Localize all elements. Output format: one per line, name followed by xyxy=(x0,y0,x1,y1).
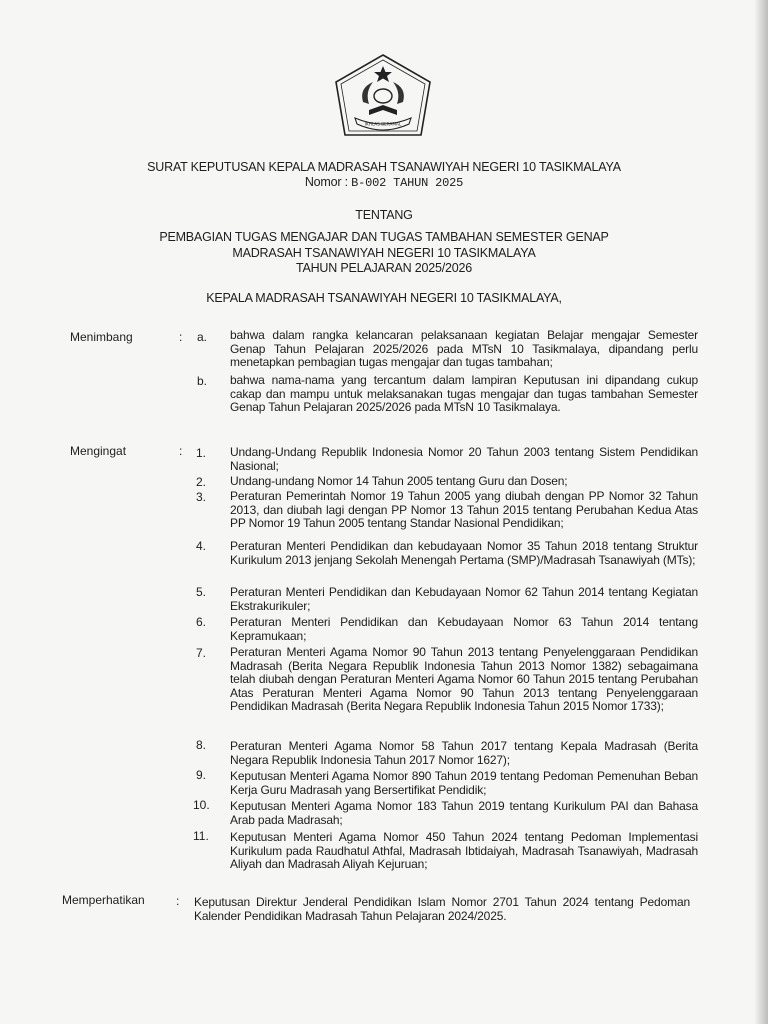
page-edge-shadow xyxy=(754,0,768,1024)
menimbang-marker-a: a. xyxy=(197,330,208,344)
mengingat-item-7: Peraturan Menteri Agama Nomor 90 Tahun 2013 tentang Penyelenggaraan Pendidikan Madrasah (Berita Negara Republik Indonesia Tahun 2013 Nomor 1382) sebagaimana telah diubah dengan Peraturan Menteri Agama Nomor 60 Tahun 2015 tentang Perubahan Atas Peraturan Menteri Agama Nomor 90 Tahun 2013 tentang Penyelenggaraan Pendidikan Madrasah (Berita Negara Republik Indonesia Tahun 2015 Nomor 1733); xyxy=(230,645,698,713)
menimbang-item-b: bahwa nama-nama yang tercantum dalam lampiran Keputusan ini dipandang cukup cakap dan mampu untuk melaksanakan tugas mengajar dan tugas tambahan Semester Genap Tahun Pelajaran 2025/2026 pada MTsN 10 Tasikmalaya. xyxy=(230,373,698,414)
subject-line-2: MADRASAH TSANAWIYAH NEGERI 10 TASIKMALAYA xyxy=(232,246,536,260)
menimbang-item-a: bahwa dalam rangka kelancaran pelaksanaan kegiatan Belajar mengajar Semester Genap Tahun Pelajaran 2025/2026 pada MTsN 10 Tasikmalaya, dipandang perlu menetapkan pembagian tugas mengajar dan tugas tambahan; xyxy=(230,328,698,369)
mengingat-marker-11: 11. xyxy=(193,829,209,843)
mengingat-marker-10: 10. xyxy=(193,798,210,812)
mengingat-marker-4: 4. xyxy=(196,539,207,553)
mengingat-item-2: Undang-undang Nomor 14 Tahun 2005 tentang Guru dan Dosen; xyxy=(230,474,568,488)
menimbang-label: Menimbang xyxy=(70,330,133,344)
menimbang-marker-b: b. xyxy=(197,374,208,388)
emblem-ribbon-text: IKHLAS BERAMAL xyxy=(364,121,402,127)
mengingat-marker-6: 6. xyxy=(196,615,207,629)
ministry-emblem-icon xyxy=(333,52,433,138)
mengingat-item-9: Keputusan Menteri Agama Nomor 890 Tahun 2019 tentang Pedoman Pemenuhan Beban Kerja Guru Madrasah yang Bersertifikat Pendidik; xyxy=(230,769,698,797)
mengingat-marker-2: 2. xyxy=(196,475,207,489)
mengingat-marker-7: 7. xyxy=(196,646,207,660)
mengingat-marker-9: 9. xyxy=(196,768,207,782)
mengingat-marker-8: 8. xyxy=(196,738,207,752)
nomor-value: B-002 TAHUN 2025 xyxy=(351,176,464,190)
mengingat-marker-1: 1. xyxy=(196,446,207,460)
memperhatikan-text: Keputusan Direktur Jenderal Pendidikan Islam Nomor 2701 Tahun 2024 tentang Pedoman Kalender Pendidikan Madrasah Tahun Pelajaran 2024/2025. xyxy=(194,895,690,923)
subject-line-1: PEMBAGIAN TUGAS MENGAJAR DAN TUGAS TAMBAHAN SEMESTER GENAP xyxy=(159,230,609,244)
mengingat-marker-5: 5. xyxy=(196,585,207,599)
subject-line-3: TAHUN PELAJARAN 2025/2026 xyxy=(295,261,473,275)
memperhatikan-label: Memperhatikan xyxy=(62,893,145,907)
nomor-label: Nomor : xyxy=(304,175,352,189)
mengingat-item-4: Peraturan Menteri Pendidikan dan kebudayaan Nomor 35 Tahun 2018 tentang Struktur Kurikulum 2013 jenjang Sekolah Menengah Pertama (SMP)/Madrasah Tsanawiyah (MTs); xyxy=(230,539,698,567)
mengingat-marker-3: 3. xyxy=(196,490,207,504)
mengingat-label: Mengingat xyxy=(70,444,127,458)
mengingat-item-1: Undang-Undang Republik Indonesia Nomor 20 Tahun 2003 tentang Sistem Pendidikan Nasional; xyxy=(230,445,698,473)
mengingat-item-11: Keputusan Menteri Agama Nomor 450 Tahun 2024 tentang Pedoman Implementasi Kurikulum pada Raudhatul Athfal, Madrasah Ibtidaiyah, Madrasah Tsanawiyah, Madrasah Aliyah dan Madrasah Aliyah Kejuruan; xyxy=(230,830,698,871)
decree-number xyxy=(0,175,768,190)
decree-title: SURAT KEPUTUSAN KEPALA MADRASAH TSANAWIYAH NEGERI 10 TASIKMALAYA xyxy=(147,160,621,174)
menimbang-colon: : xyxy=(179,330,183,344)
mengingat-item-6: Peraturan Menteri Pendidikan dan Kebudayaan Nomor 63 Tahun 2014 tentang Kepramukaan; xyxy=(230,615,698,643)
mengingat-item-8: Peraturan Menteri Agama Nomor 58 Tahun 2017 tentang Kepala Madrasah (Berita Negara Republik Indonesia Tahun 2017 Nomor 1627); xyxy=(230,739,698,767)
mengingat-item-3: Peraturan Pemerintah Nomor 19 Tahun 2005 yang diubah dengan PP Nomor 32 Tahun 2013, dan diubah lagi dengan PP Nomor 13 Tahun 2015 tentang Perubahan Kedua Atas PP Nomor 19 Tahun 2005 tentang Standar Nasional Pendidikan; xyxy=(230,489,698,530)
memperhatikan-colon: : xyxy=(176,894,180,908)
mengingat-colon: : xyxy=(179,444,183,458)
mengingat-item-5: Peraturan Menteri Pendidikan dan Kebudayaan Nomor 62 Tahun 2014 tentang Kegiatan Ekstrakurikuler; xyxy=(230,585,698,613)
tentang-heading: TENTANG xyxy=(355,208,413,222)
kepala-heading: KEPALA MADRASAH TSANAWIYAH NEGERI 10 TASIKMALAYA, xyxy=(206,291,562,305)
mengingat-item-10: Keputusan Menteri Agama Nomor 183 Tahun 2019 tentang Kurikulum PAI dan Bahasa Arab pada Madrasah; xyxy=(230,799,698,827)
